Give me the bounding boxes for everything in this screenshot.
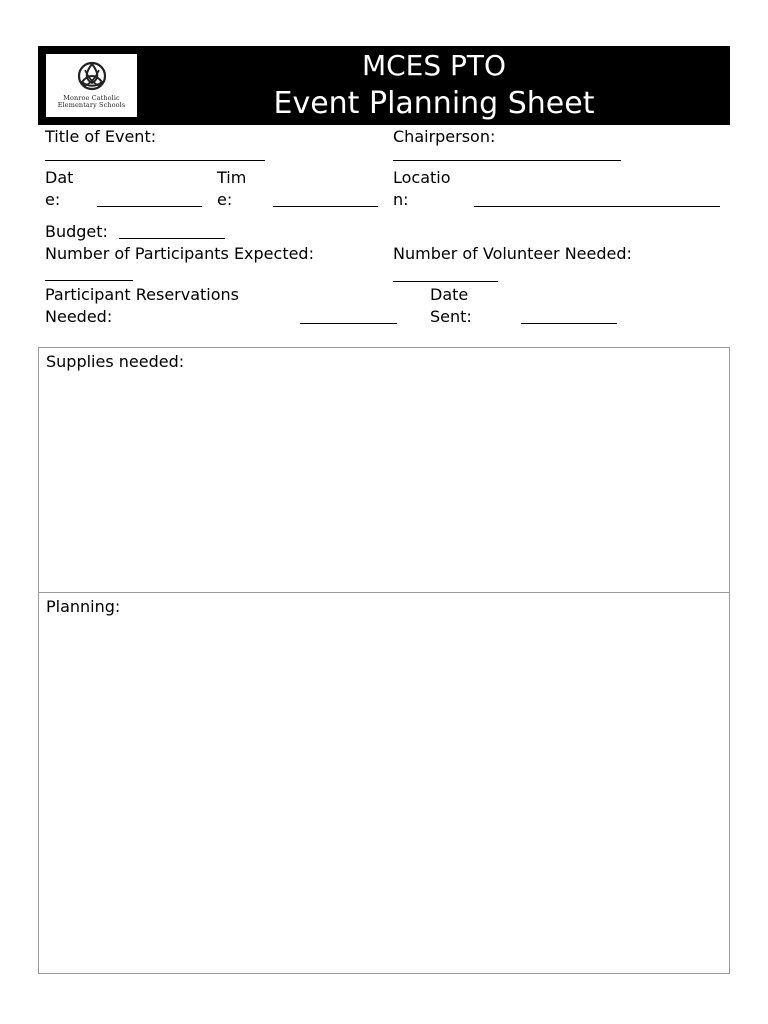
reservations-label-line2: Needed: bbox=[45, 307, 113, 326]
location-field[interactable] bbox=[474, 206, 720, 207]
participants-expected-label: Number of Participants Expected: bbox=[45, 244, 314, 263]
date-label-part1: Dat bbox=[45, 168, 74, 187]
logo-text-line2: Elementary Schools bbox=[57, 101, 126, 109]
volunteer-needed-field[interactable] bbox=[393, 281, 498, 282]
planning-box[interactable] bbox=[38, 592, 730, 974]
header-title-line1: MCES PTO bbox=[361, 49, 507, 82]
school-logo bbox=[46, 54, 137, 117]
budget-field[interactable] bbox=[119, 238, 225, 239]
budget-label: Budget: bbox=[45, 222, 108, 241]
header-banner bbox=[38, 46, 730, 125]
date-label-part2: e: bbox=[45, 190, 61, 209]
time-label-part2: e: bbox=[217, 190, 233, 209]
time-field[interactable] bbox=[273, 206, 378, 207]
date-field[interactable] bbox=[97, 206, 202, 207]
participants-expected-field[interactable] bbox=[45, 280, 133, 281]
time-label-part1: Tim bbox=[217, 168, 247, 187]
date-sent-label-line1: Date bbox=[430, 285, 469, 304]
trinity-knot-icon bbox=[76, 59, 108, 93]
reservations-label-line1: Participant Reservations bbox=[45, 285, 239, 304]
logo-text-line1: Monroe Catholic bbox=[63, 94, 120, 102]
volunteer-needed-label: Number of Volunteer Needed: bbox=[393, 244, 632, 263]
supplies-box[interactable] bbox=[38, 347, 730, 593]
date-sent-field[interactable] bbox=[521, 323, 617, 324]
title-of-event-label: Title of Event: bbox=[45, 127, 157, 146]
date-sent-label-line2: Sent: bbox=[430, 307, 472, 326]
location-label-part1: Locatio bbox=[393, 168, 451, 187]
reservations-field[interactable] bbox=[300, 323, 397, 324]
chairperson-label: Chairperson: bbox=[393, 127, 496, 146]
chairperson-field[interactable] bbox=[393, 160, 621, 161]
supplies-label: Supplies needed: bbox=[46, 352, 185, 371]
header-title-line2: Event Planning Sheet bbox=[273, 86, 595, 121]
planning-label: Planning: bbox=[46, 597, 121, 616]
location-label-part2: n: bbox=[393, 190, 409, 209]
title-of-event-field[interactable] bbox=[45, 160, 265, 161]
